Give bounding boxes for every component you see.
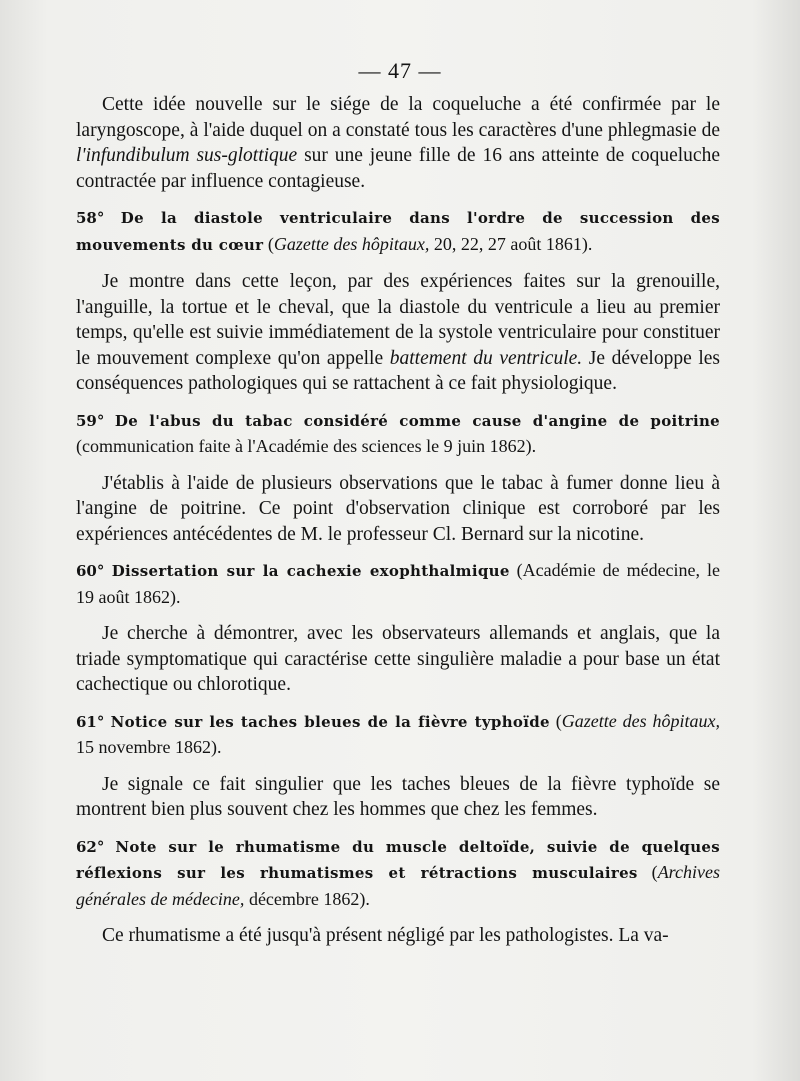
entry-number: 62° (76, 837, 105, 856)
entry-ref-open: ( (637, 862, 658, 882)
entry-60-heading (76, 558, 720, 610)
entry-number: 59° (76, 411, 105, 430)
entry-ref: (communication faite à l'Académie des sciences le 9 juin 1862). (76, 436, 537, 456)
entry-ref-date: 15 novembre 1862). (76, 737, 222, 757)
entry-ref-date: décembre 1862). (244, 888, 370, 909)
entry-58-body (76, 269, 720, 397)
entry-62-heading (76, 834, 720, 913)
entry-body: Je montre dans cette leçon, par des expériences faites sur la grenouille, l'anguille, la tortue et le cheval, que la diastole du ventricule a lieu au premier temps, qu'elle est suivie immédiatement de la systole ventriculaire pour constituer le mouvement complexe qu'on appelle (76, 271, 720, 369)
page-number: — 47 — (358, 58, 442, 83)
entry-title: De l'abus du tabac considéré comme cause d'angine de poitrine (114, 411, 721, 430)
entry-body-italic: battement du ventricule. (389, 347, 583, 369)
entry-ref-source: Gazette des hôpitaux, (561, 710, 720, 731)
entry-ref-date: 20, 22, 27 août 1861). (429, 233, 593, 254)
entry-ref-source: Gazette des hôpitaux, (273, 233, 430, 254)
intro-text: Cette idée nouvelle sur le siége de la coqueluche a été confirmée par le laryngoscope, à l'aide duquel on a constaté tous les caractères d'une phlegmasie de (76, 94, 720, 141)
entry-ref-open: ( (549, 710, 562, 731)
entry-title: Notice sur les taches bleues de la fièvre typhoïde (110, 712, 550, 731)
entry-body-end: Je développe les conséquences pathologiques qui se rattachent à ce fait physiologique. (76, 347, 720, 394)
entry-60-body: Je cherche à démontrer, avec les observateurs allemands et anglais, que la triade symptomatique qui caractérise cette singulière maladie a pour base un état cachectique ou chlorotique. (76, 623, 720, 695)
entry-58-heading (76, 205, 720, 258)
entry-59-heading (76, 408, 720, 460)
entry-62-body: Ce rhumatisme a été jusqu'à présent négligé par les pathologistes. La va- (102, 925, 669, 946)
entry-ref-source: Archives générales de médecine, (76, 862, 720, 909)
entry-number: 60° (76, 562, 105, 580)
entry-ref: (Académie de médecine, le 19 août 1862). (76, 560, 721, 607)
page-content (76, 92, 720, 960)
entry-ref-open: ( (263, 233, 274, 254)
entry-61-heading (76, 709, 720, 761)
entry-number: 58° (76, 209, 105, 227)
entry-title: Dissertation sur la cachexie exophthalmique (111, 562, 510, 580)
intro-italic: l'infundibulum sus-glottique (76, 145, 298, 166)
entry-61-body: Je signale ce fait singulier que les taches bleues de la fièvre typhoïde se montrent bien plus souvent chez les hommes que chez les femmes. (76, 773, 720, 820)
entry-title: Note sur le rhumatisme du muscle deltoïde, suivie de quelques réflexions sur les rhumatismes et rétractions musculaires (76, 837, 721, 882)
entry-number: 61° (76, 712, 105, 731)
entry-59-body: J'établis à l'aide de plusieurs observations que le tabac à fumer donne lieu à l'angine de poitrine. Ce point d'observation clinique est corroboré par les expériences antécédentes de M. le professeur Cl. Bernard sur la nicotine. (76, 472, 720, 545)
intro-text-end: sur une jeune fille de 16 ans atteinte de coqueluche contractée par influence contagieuse. (76, 145, 720, 192)
intro-paragraph (76, 92, 720, 194)
entry-title: De la diastole ventriculaire dans l'ordre de succession des mouvements du cœur (76, 209, 720, 254)
